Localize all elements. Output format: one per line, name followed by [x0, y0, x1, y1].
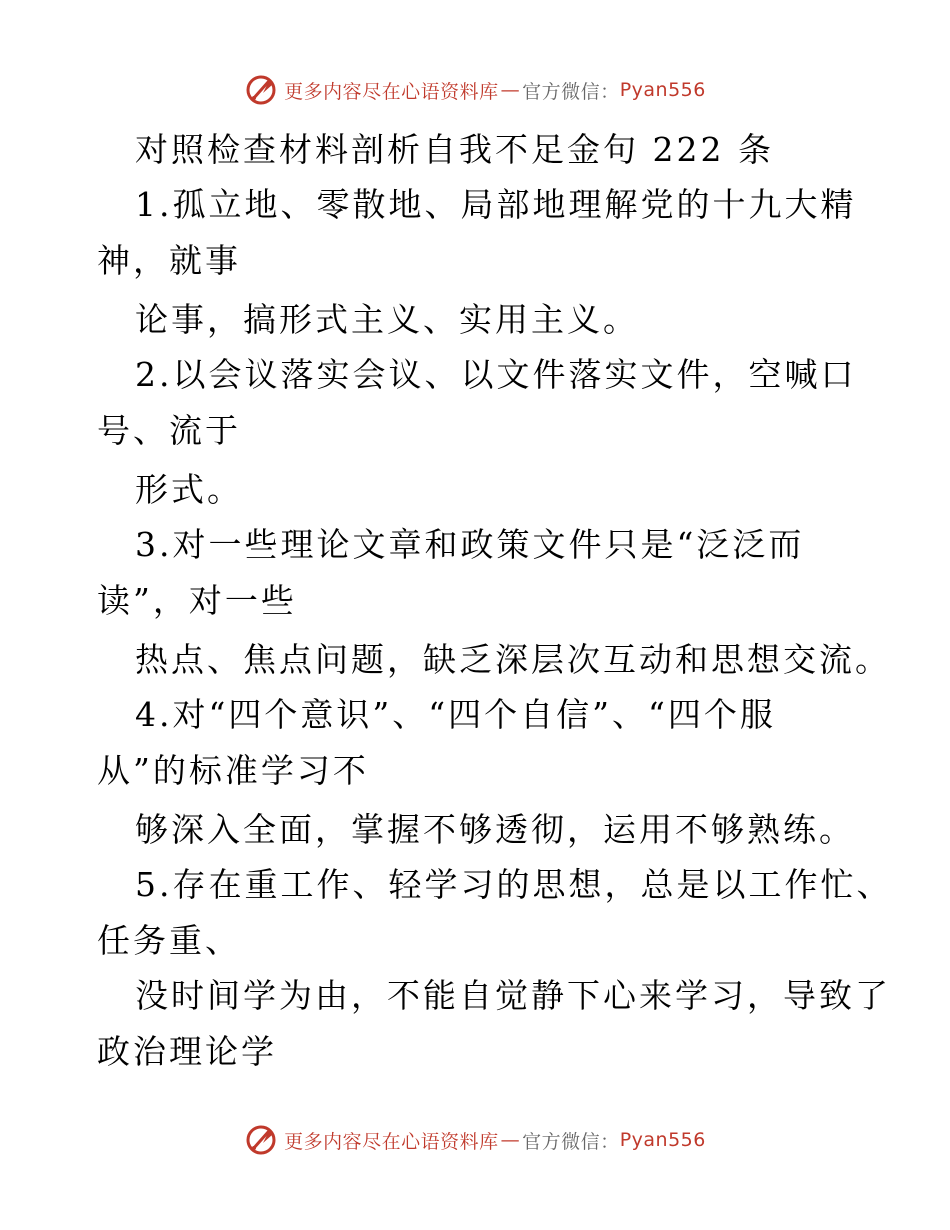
text-line: 论事，搞形式主义、实用主义。 — [135, 300, 639, 339]
quill-logo-icon — [244, 73, 278, 107]
document-title: 对照检查材料剖析自我不足金句 222 条 — [135, 130, 774, 169]
footer-watermark — [0, 1120, 950, 1160]
text-line: 1.孤立地、零散地、局部地理解党的十九大精 — [135, 185, 857, 224]
text-line: 神，就事 — [97, 241, 241, 280]
banner-prefix: 更多内容尽在心语资料库 — [284, 1130, 499, 1153]
text-line: 读”，对一些 — [97, 581, 297, 620]
quill-logo-icon — [244, 1123, 278, 1157]
banner-prefix: 更多内容尽在心语资料库 — [284, 80, 499, 103]
banner-label: 官方微信： — [522, 1130, 620, 1153]
text-line: 号、流于 — [97, 411, 241, 450]
text-line: 没时间学为由，不能自觉静下心来学习，导致了 — [135, 976, 891, 1015]
text-line: 任务重、 — [97, 921, 241, 960]
banner-dash: — — [500, 1129, 521, 1151]
text-line: 热点、焦点问题，缺乏深层次互动和思想交流。 — [135, 640, 891, 679]
text-line: 2.以会议落实会议、以文件落实文件，空喊口 — [135, 355, 857, 394]
document-body — [97, 120, 893, 1081]
banner-account: Pyan556 — [619, 1129, 706, 1151]
text-line: 形式。 — [135, 470, 243, 509]
banner-account: Pyan556 — [619, 79, 706, 101]
text-line: 3.对一些理论文章和政策文件只是“泛泛而 — [135, 525, 805, 564]
header-watermark — [0, 70, 950, 110]
banner-dash: — — [500, 79, 521, 101]
text-line: 政治理论学 — [97, 1032, 277, 1071]
banner-label: 官方微信： — [522, 80, 620, 103]
text-line: 从”的标准学习不 — [97, 751, 369, 790]
text-line: 4.对“四个意识”、“四个自信”、“四个服 — [135, 695, 776, 734]
text-line: 够深入全面，掌握不够透彻，运用不够熟练。 — [135, 810, 855, 849]
text-line: 5.存在重工作、轻学习的思想，总是以工作忙、 — [135, 865, 893, 904]
